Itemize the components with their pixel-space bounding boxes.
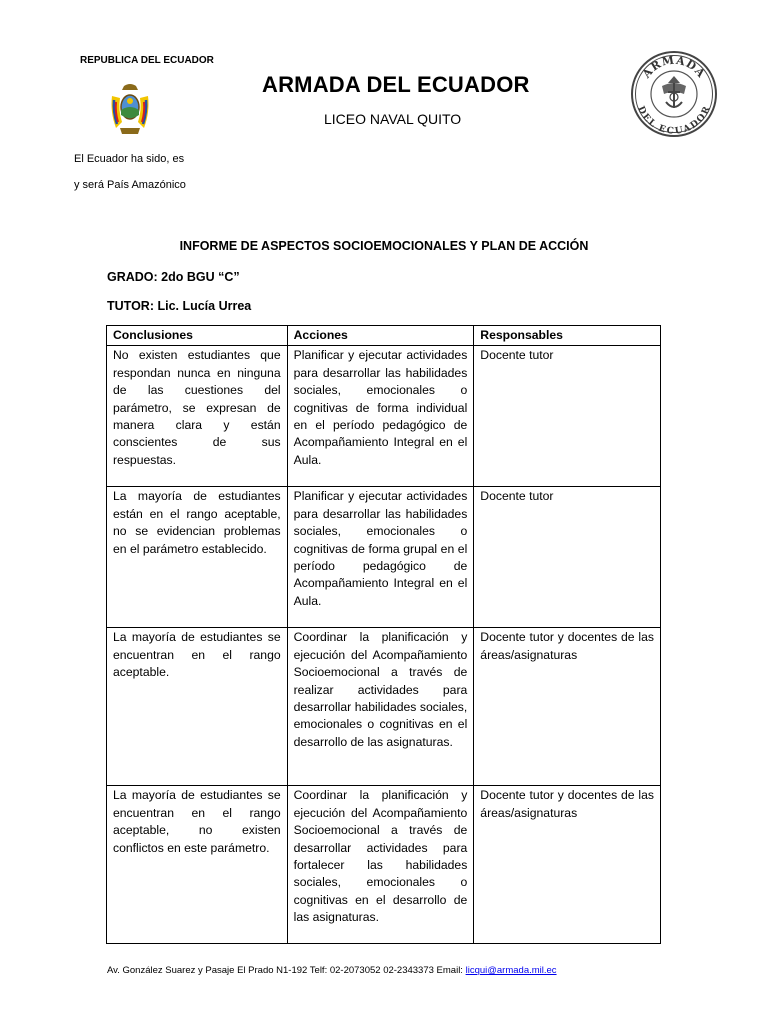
- motto-line-2: y será País Amazónico: [74, 179, 186, 191]
- footer-address: Av. González Suarez y Pasaje El Prado N1-192 Telf: 02-2073052 02-2343373 Email:: [107, 965, 466, 976]
- table-row: [107, 346, 661, 487]
- svg-text:ARMADA: ARMADA: [640, 53, 708, 81]
- table-header-row: [107, 326, 661, 346]
- country-name: REPUBLICA DEL ECUADOR: [80, 55, 214, 66]
- responsible-cell: Docente tutor y docentes de las áreas/asignaturas: [474, 786, 661, 944]
- action-cell: Planificar y ejecutar actividades para desarrollar las habilidades sociales, emocionales o cognitivas de forma grupal en el período pedagógico de Acompañamiento Integral en el Aula.: [287, 487, 474, 628]
- grade-label: GRADO: 2do BGU “C”: [107, 270, 240, 284]
- conclusion-cell: La mayoría de estudiantes están en el rango aceptable, no se evidencian problemas en el parámetro establecido.: [107, 487, 288, 628]
- action-cell: Coordinar la planificación y ejecución del Acompañamiento Socioemocional a través de realizar actividades para desarrollar habilidades sociales, emocionales o cognitivas en el desarrollo de las asignaturas.: [287, 628, 474, 786]
- svg-text:DEL ECUADOR: DEL ECUADOR: [635, 104, 713, 137]
- column-header-acciones: Acciones: [287, 326, 474, 346]
- tutor-label: TUTOR: Lic. Lucía Urrea: [107, 299, 252, 313]
- conclusion-cell: La mayoría de estudiantes se encuentran en el rango aceptable, no existen conflictos en este parámetro.: [107, 786, 288, 944]
- responsible-cell: Docente tutor: [474, 487, 661, 628]
- column-header-responsables: Responsables: [474, 326, 661, 346]
- school-name: LICEO NAVAL QUITO: [324, 111, 462, 127]
- action-plan-table: [106, 325, 661, 944]
- table-row: [107, 628, 661, 786]
- table-row: [107, 487, 661, 628]
- action-cell: Coordinar la planificación y ejecución del Acompañamiento Socioemocional a través de desarrollar actividades para fortalecer las habilidades sociales, emocionales o cognitivas en el desarrollo de las asignaturas.: [287, 786, 474, 944]
- column-header-conclusiones: Conclusiones: [107, 326, 288, 346]
- responsible-cell: Docente tutor y docentes de las áreas/asignaturas: [474, 628, 661, 786]
- ecuador-coat-of-arms-icon: [108, 82, 152, 136]
- institution-title: ARMADA DEL ECUADOR: [262, 72, 530, 97]
- report-title: INFORME DE ASPECTOS SOCIOEMOCIONALES Y PLAN DE ACCIÓN: [179, 239, 589, 253]
- footer-email-link[interactable]: licqui@armada.mil.ec: [465, 965, 557, 976]
- conclusion-cell: La mayoría de estudiantes se encuentran en el rango aceptable.: [107, 628, 288, 786]
- motto-line-1: El Ecuador ha sido, es: [74, 153, 185, 165]
- conclusion-cell: No existen estudiantes que respondan nunca en ninguna de las cuestiones del parámetro, se expresan de manera clara y están conscientes de sus respuestas.: [107, 346, 288, 487]
- table-row: [107, 786, 661, 944]
- navy-seal-icon: [630, 50, 718, 138]
- footer-contact: [107, 965, 557, 976]
- responsible-cell: Docente tutor: [474, 346, 661, 487]
- action-cell: Planificar y ejecutar actividades para desarrollar las habilidades sociales, emocionales o cognitivas de forma individual en el período pedagógico de Acompañamiento Integral en el Aula.: [287, 346, 474, 487]
